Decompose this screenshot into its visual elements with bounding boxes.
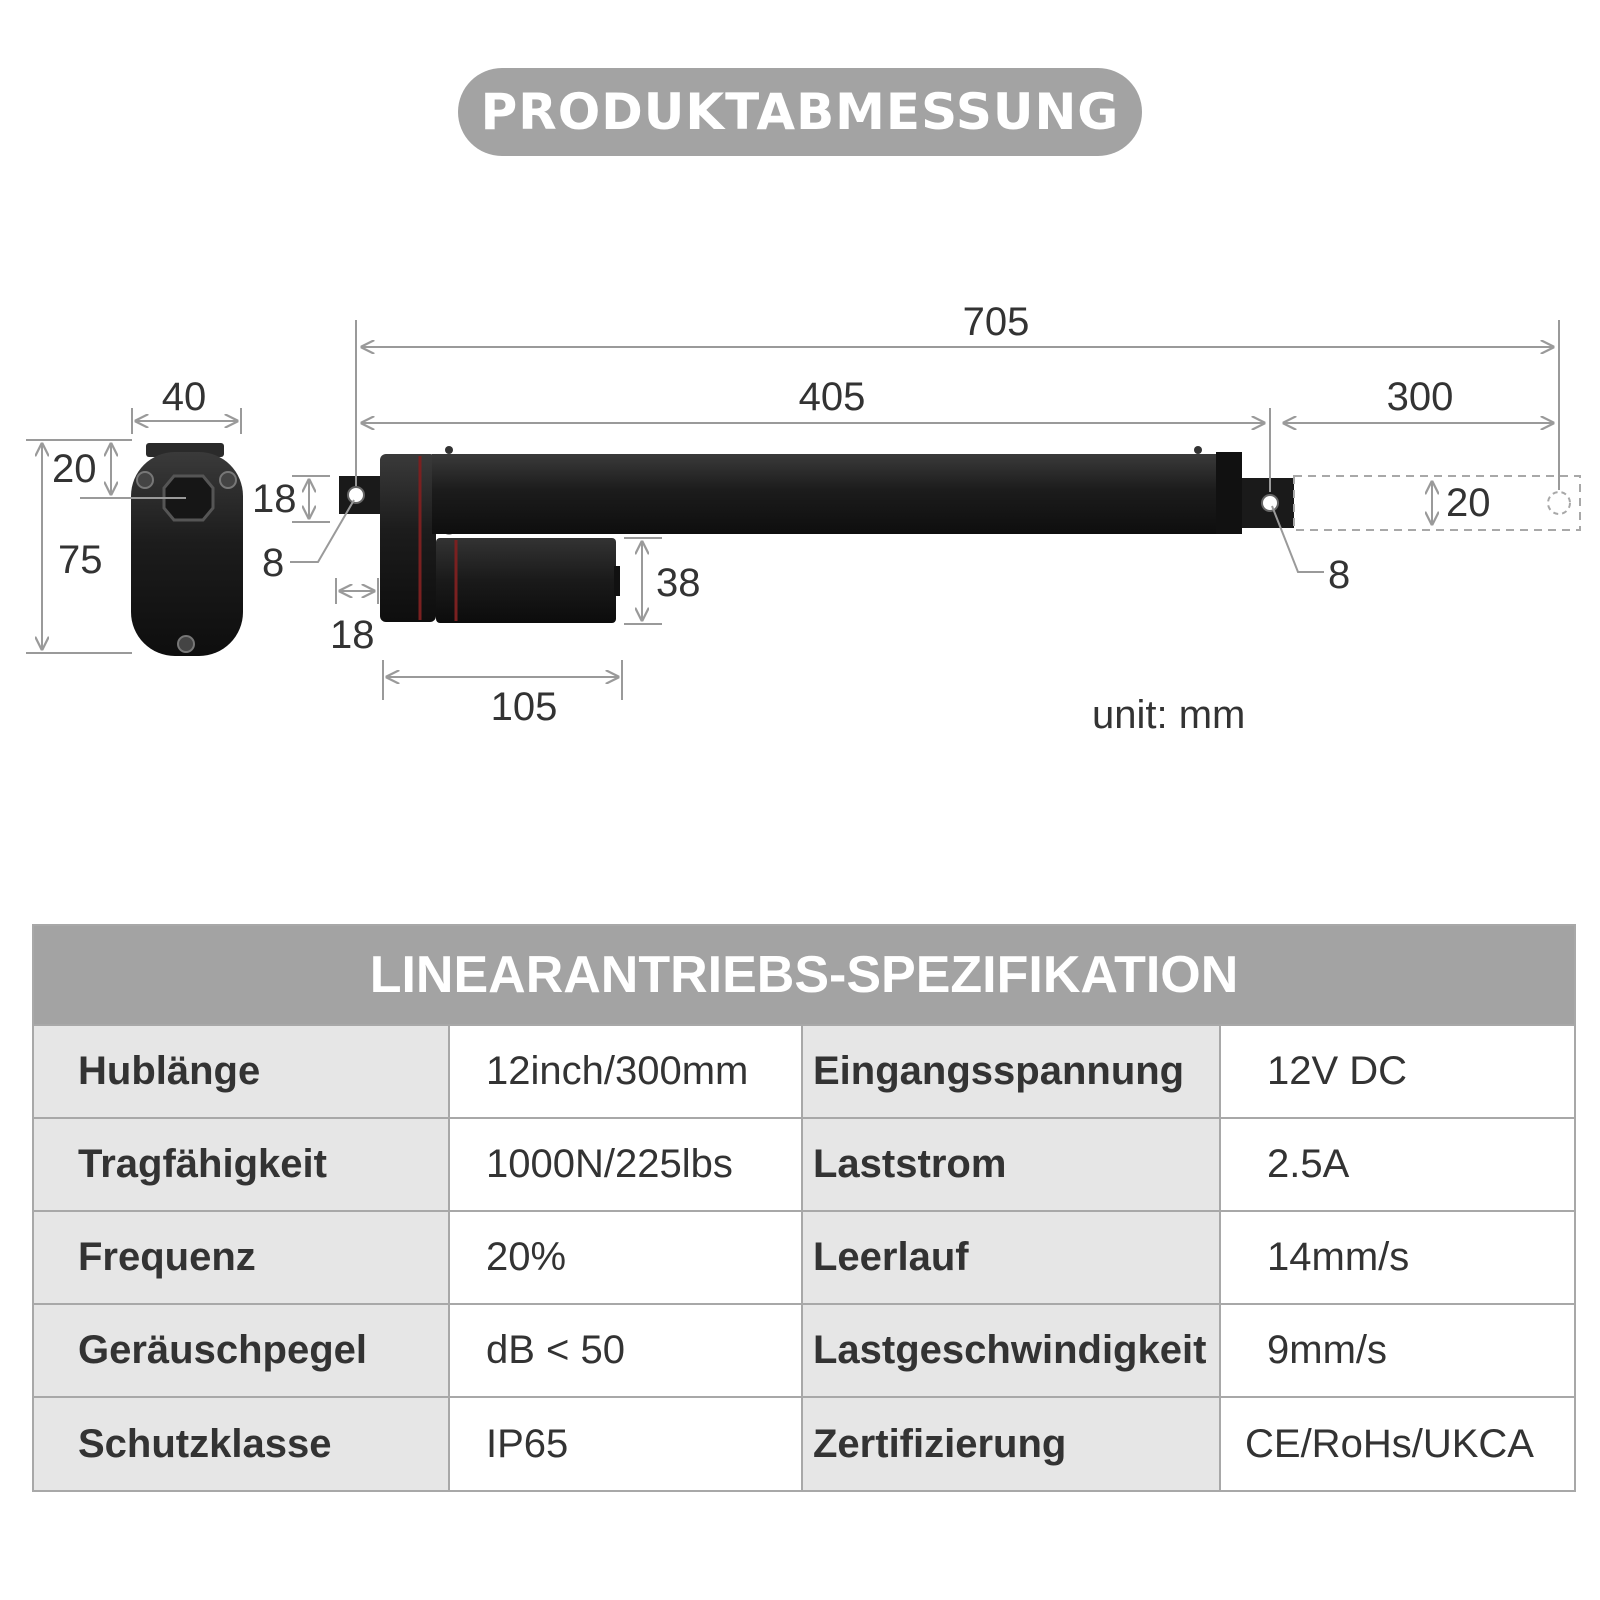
spec-label: Hublänge [34,1025,449,1118]
extended-stroke-outline [1294,476,1580,530]
spec-label: Tragfähigkeit [34,1118,449,1211]
dim-stroke: 300 [1386,375,1454,419]
spec-label: Leerlauf [802,1211,1220,1304]
rear-mount-hole [348,487,364,503]
spec-value: 9mm/s [1220,1304,1574,1397]
dim-motor-length: 105 [490,685,558,729]
gearbox-housing [380,454,436,622]
page-title: PRODUKTABMESSUNG [480,83,1120,141]
spec-value: 2.5A [1220,1118,1574,1211]
spec-label: Zertifizierung [802,1397,1220,1490]
spec-label: Lastgeschwindigkeit [802,1304,1220,1397]
spec-label: Geräuschpegel [34,1304,449,1397]
screw-icon [178,636,194,652]
table-row [34,1025,1574,1118]
spec-table [34,1024,1574,1490]
spec-value: 14mm/s [1220,1211,1574,1304]
actuator-side-view [339,446,1580,623]
dim-body-length: 405 [798,375,866,419]
spec-value: dB < 50 [449,1304,802,1397]
dim-front-hole: 8 [1328,553,1351,597]
spec-table-container [32,924,1576,1492]
spec-label: Eingangsspannung [802,1025,1220,1118]
dim-rod-diameter: 20 [1446,481,1491,525]
screw-icon [137,472,153,488]
screw-icon [220,472,236,488]
table-row [34,1397,1574,1490]
spec-label: Schutzklasse [34,1397,449,1490]
table-row [34,1211,1574,1304]
motor-housing [436,538,616,623]
table-row [34,1304,1574,1397]
dim-front-height: 75 [58,538,103,582]
dim-motor-height: 38 [656,561,701,605]
extended-hole-outline [1548,492,1570,514]
tube-end-cap [1216,452,1242,534]
spec-value: 1000N/225lbs [449,1118,802,1211]
spec-value: IP65 [449,1397,802,1490]
dim-rear-bracket-height: 18 [252,477,297,521]
spec-table-title: LINEARANTRIEBS-SPEZIFIKATION [34,926,1574,1024]
dim-front-width: 40 [161,375,207,419]
dim-front-top: 20 [52,447,97,491]
unit-label: unit: mm [1092,693,1246,737]
spec-value: 12V DC [1220,1025,1574,1118]
dim-rear-offset: 18 [330,613,375,657]
table-row [34,1118,1574,1211]
spec-value: 20% [449,1211,802,1304]
dim-rear-hole: 8 [262,541,285,585]
dim-overall-length: 705 [962,300,1030,344]
spec-label: Frequenz [34,1211,449,1304]
spec-label: Laststrom [802,1118,1220,1211]
outer-tube [432,454,1242,534]
front-mount-hole [1262,495,1278,511]
front-view [80,443,243,656]
spec-value: CE/RoHs/UKCA [1220,1397,1574,1490]
spec-value: 12inch/300mm [449,1025,802,1118]
